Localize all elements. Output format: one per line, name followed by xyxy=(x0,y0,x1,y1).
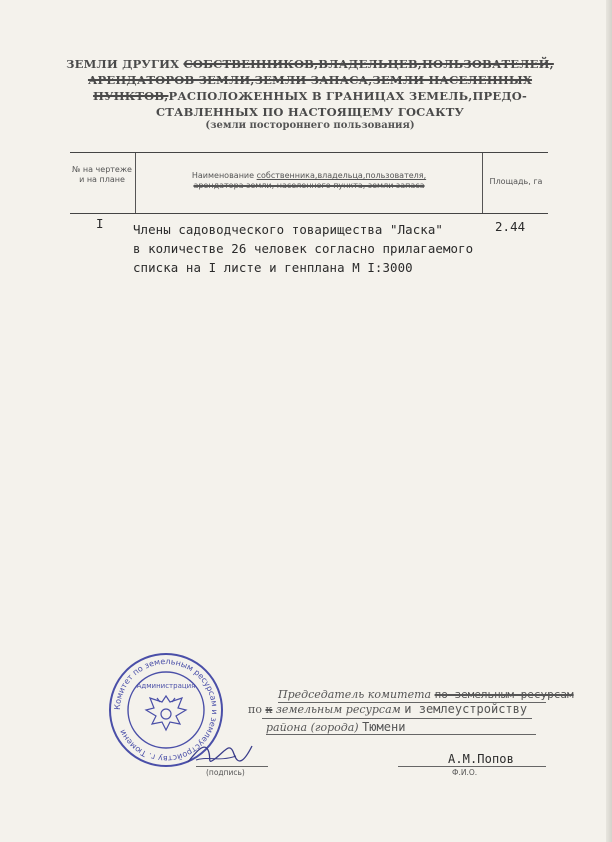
column-divider xyxy=(135,153,136,213)
name-caption: Ф.И.О. xyxy=(452,768,478,777)
page-edge xyxy=(606,0,612,842)
heading-line-1: ЗЕМЛИ ДРУГИХ СОБСТВЕННИКОВ,ВЛАДЕЛЬЦЕВ,ПОЛЬЗОВАТЕЛЕЙ, xyxy=(66,57,554,71)
column-divider xyxy=(482,153,483,213)
district-line: района (города) Тюмени xyxy=(266,720,406,734)
underline xyxy=(266,734,536,735)
chairman-line-2: по к земельным ресурсам и землеустройству xyxy=(248,702,528,716)
row-number: I xyxy=(96,216,104,231)
eagle-emblem-icon xyxy=(146,696,186,730)
chairman-title: Председатель комитета по земельным ресурсам xyxy=(278,688,574,701)
svg-text:Администрация: Администрация xyxy=(136,682,196,690)
signer-name: А.М.Попов xyxy=(448,752,514,766)
table-header xyxy=(70,152,548,214)
underline xyxy=(262,718,532,719)
row-area: 2.44 xyxy=(495,219,526,234)
row-owner-line-2: в количестве 26 человек согласно прилагаемого xyxy=(133,241,474,256)
heading-line-3: ПУНКТОВ,РАСПОЛОЖЕННЫХ В ГРАНИЦАХ ЗЕМЕЛЬ,ПРЕДО- xyxy=(93,89,527,103)
column-header-number: № на чертеже и на плане xyxy=(72,165,132,184)
svg-text:Комитет по земельным ресурсам: Комитет по земельным ресурсам и землеустройству г. Тюмени xyxy=(112,656,220,764)
signature-caption: (подпись) xyxy=(206,768,245,777)
row-owner-line-3: списка на I листе и генплана М I:3000 xyxy=(133,260,413,275)
heading-line-2: АРЕНДАТОРОВ ЗЕМЛИ,ЗЕМЛИ ЗАПАСА,ЗЕМЛИ НАСЕЛЕННЫХ xyxy=(87,73,533,87)
column-header-name: Наименование собственника,владельца,пользователя, арендатора земли, населенного пункта, земли запаса xyxy=(191,171,427,190)
name-line xyxy=(398,766,546,767)
row-owner-line-1: Члены садоводческого товарищества "Ласка" xyxy=(133,222,443,237)
column-header-area: Площадь, га xyxy=(489,177,543,186)
signature-line xyxy=(196,766,268,767)
heading-line-4: СТАВЛЕННЫХ ПО НАСТОЯЩЕМУ ГОСАКТУ xyxy=(155,105,465,119)
heading-subtitle: (земли постороннего пользования) xyxy=(205,120,415,131)
document-heading xyxy=(60,56,560,120)
